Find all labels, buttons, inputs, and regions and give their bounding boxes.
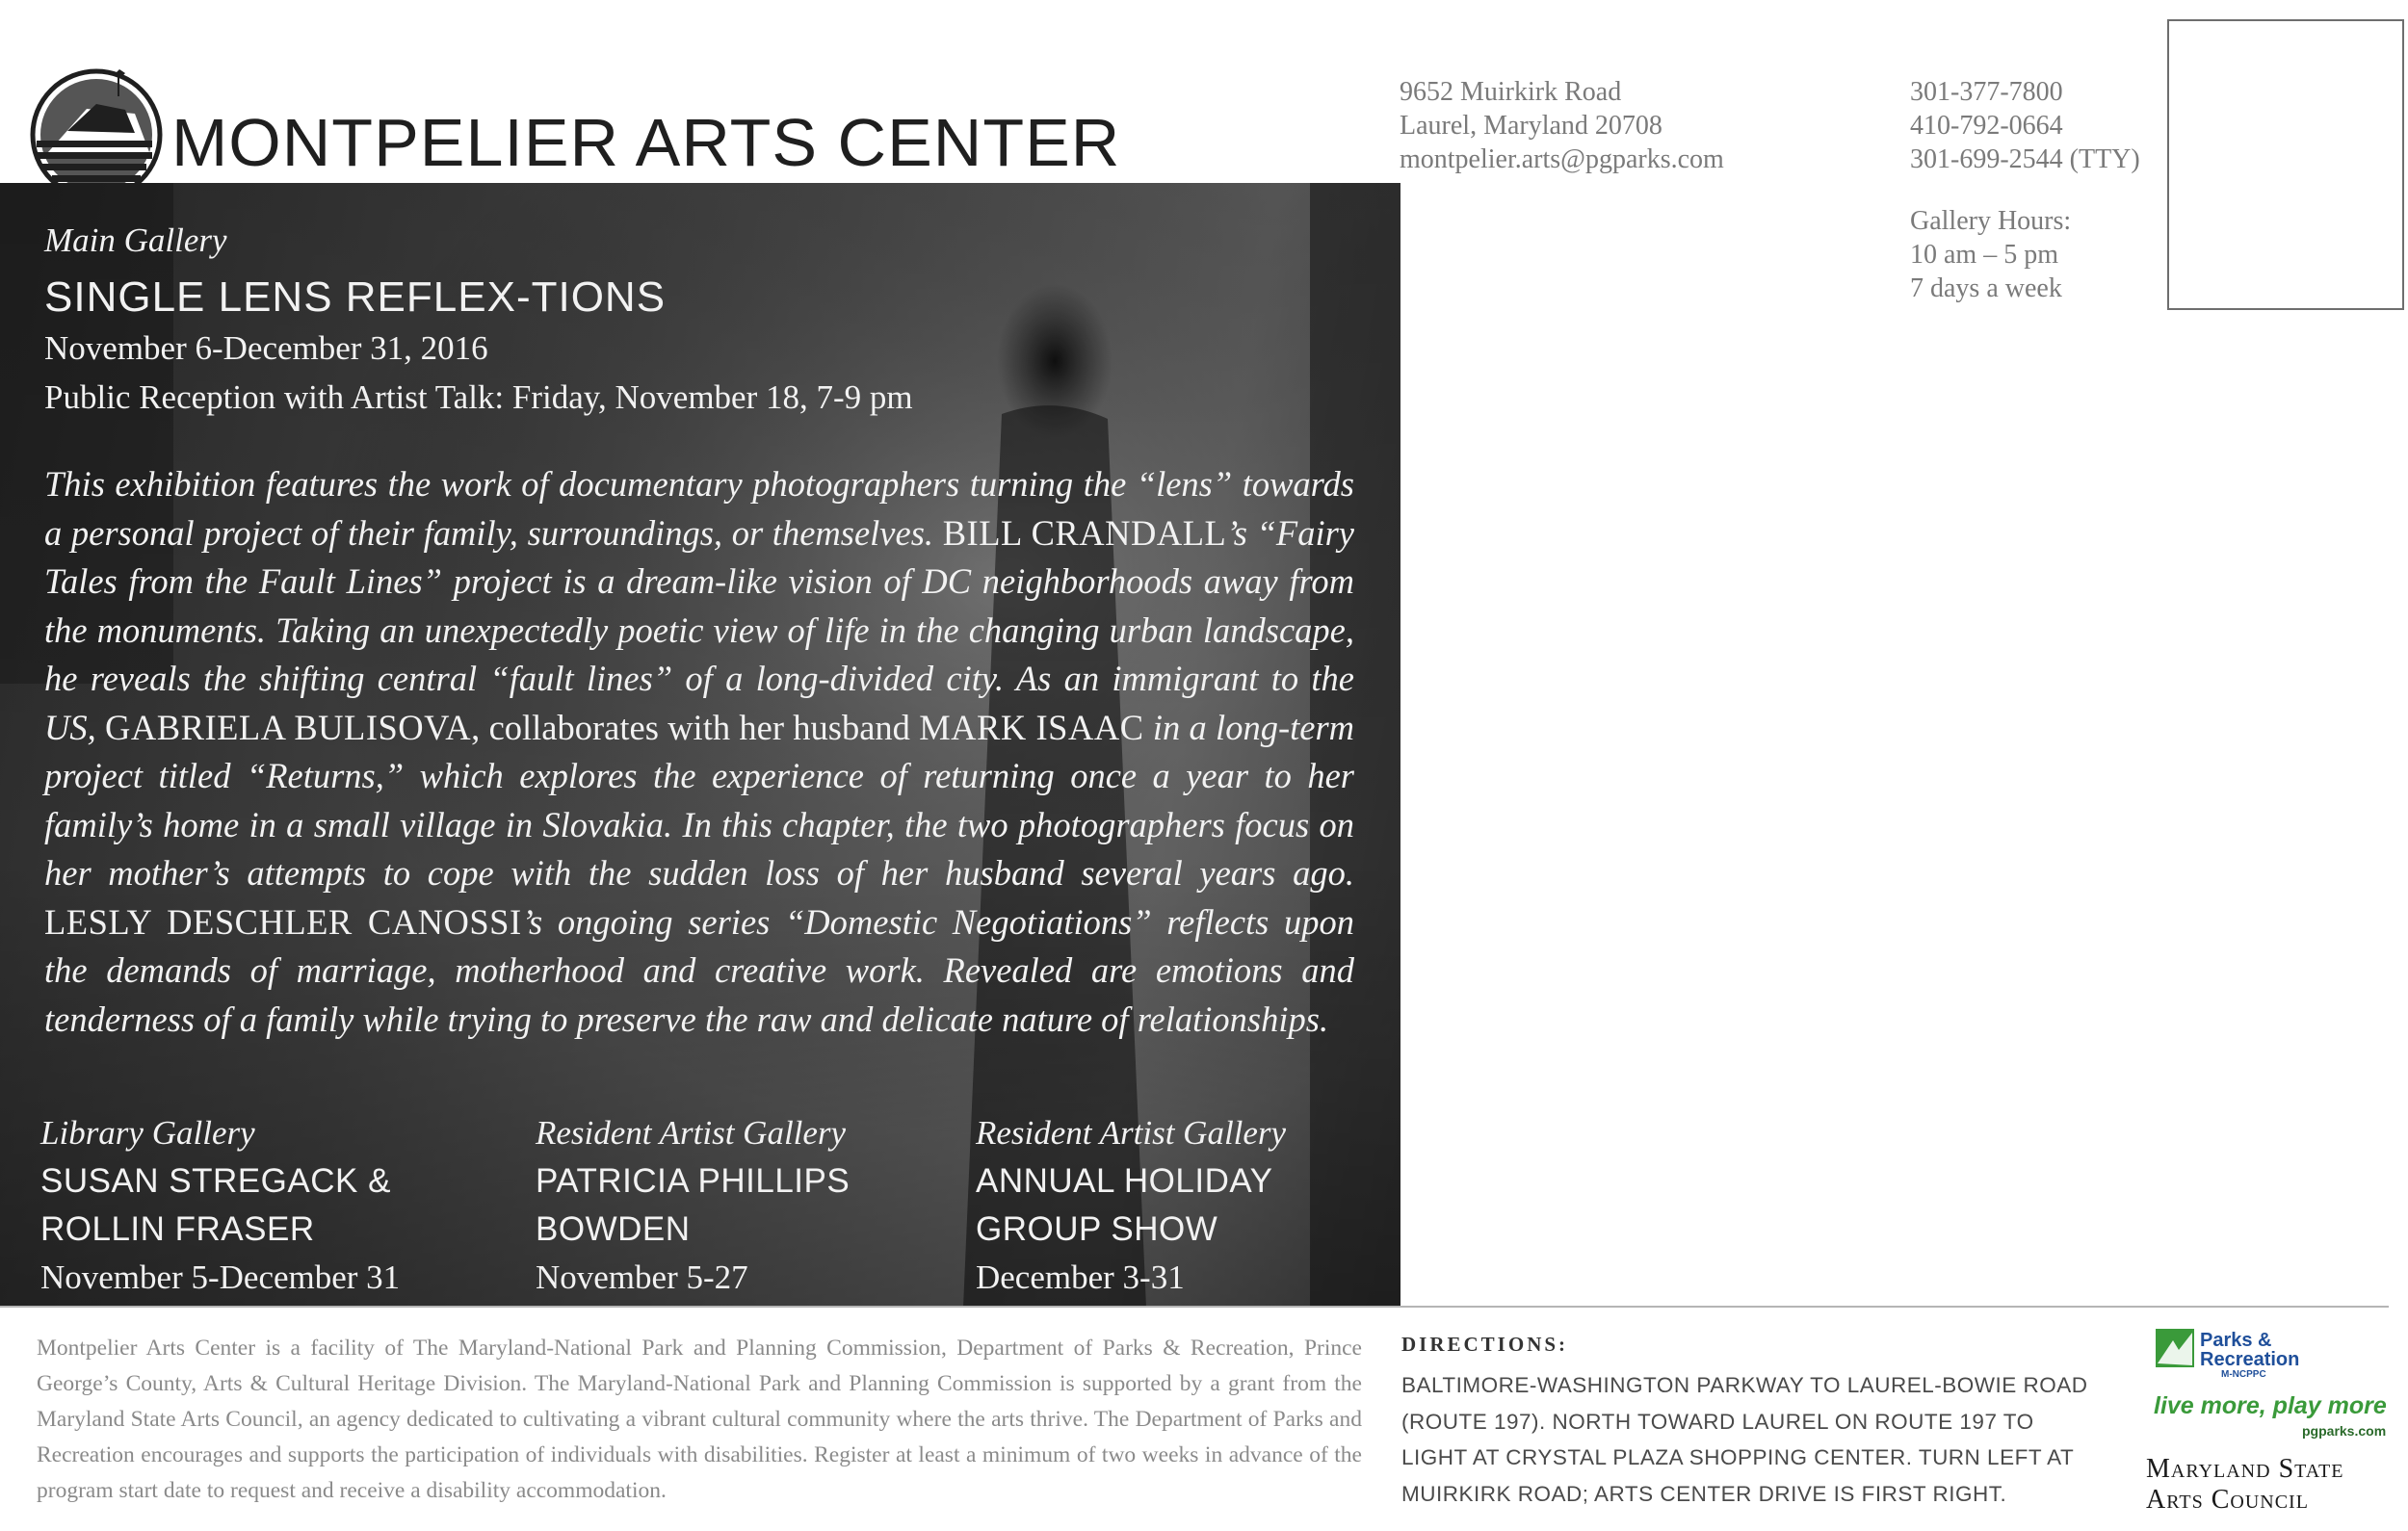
- description-text: , collaborates with her husband: [471, 707, 920, 747]
- library-gallery: [40, 1109, 400, 1302]
- exhibition-photo-panel: [0, 183, 1400, 1308]
- exhibition-dates: November 6-December 31, 2016: [44, 329, 488, 367]
- gallery-hours: [1910, 204, 2071, 305]
- description-text: This exhibition features the work of documentary photographers turning the “lens” towards a personal project of their family, surroundings, or themselves.: [44, 464, 1354, 553]
- description-text: ’s ongoing series “Domestic Negotiations” reflects upon the demands of marriage, motherhood and creative work. Revealed are emotions and tenderness of a family while trying to preserve the raw and delicate nature of relationships.: [44, 901, 1355, 1039]
- directions-text: BALTIMORE-WASHINGTON PARKWAY TO LAUREL-BOWIE ROAD (ROUTE 197). NORTH TOWARD LAUREL ON ROUTE 197 TO LIGHT AT CRYSTAL PLAZA SHOPPING CENTER. TURN LEFT AT MUIRKIRK ROAD; ARTS CENTER DRIVE IS FIRST RIGHT.: [1401, 1373, 2088, 1506]
- hours-label: Gallery Hours:: [1910, 206, 2072, 236]
- gallery-dates: December 3-31: [976, 1259, 1185, 1296]
- artist-name: GABRIELA BULISOVA: [105, 707, 472, 747]
- gallery-label: Resident Artist Gallery: [976, 1114, 1287, 1152]
- center-name: MONTPELIER ARTS CENTER: [171, 105, 1121, 180]
- phone-tty: 301-699-2544 (TTY): [1910, 144, 2140, 174]
- artist-name: BILL CRANDALL: [942, 512, 1227, 553]
- email-link[interactable]: montpelier.arts@pgparks.com: [1400, 144, 1724, 174]
- parks-logo-line: Parks &: [2200, 1330, 2272, 1351]
- resident-artist-gallery: [536, 1109, 850, 1302]
- parks-url[interactable]: pgparks.com: [2302, 1423, 2387, 1439]
- street-address: 9652 Muirkirk Road: [1400, 77, 1622, 107]
- parks-logo-line: Recreation: [2200, 1349, 2300, 1370]
- address-block: [1400, 75, 1724, 176]
- resident-artist-gallery-2: [976, 1109, 1286, 1302]
- parks-tagline: live more, play more: [2154, 1392, 2387, 1419]
- parks-recreation-logo: [2154, 1329, 2385, 1437]
- gallery-label: Library Gallery: [40, 1114, 255, 1152]
- hours-time: 10 am – 5 pm: [1910, 240, 2058, 270]
- phone-block: [1910, 75, 2140, 176]
- exhibition-title: SINGLE LENS REFLEX-TIONS: [44, 273, 667, 321]
- postage-stamp-box: [2167, 19, 2404, 310]
- gallery-dates: November 5-27: [536, 1259, 748, 1296]
- gallery-label: Resident Artist Gallery: [536, 1114, 847, 1152]
- gallery-title-line: PATRICIA PHILLIPS: [536, 1162, 851, 1200]
- main-gallery-label: Main Gallery: [44, 221, 227, 259]
- parks-logo-line: M-NCPPC: [2221, 1369, 2266, 1380]
- footer-divider: [0, 1306, 2389, 1308]
- reception-info: Public Reception with Artist Talk: Friday, November 18, 7-9 pm: [44, 378, 913, 416]
- description-text: in a long-term project titled “Returns,” which explores the experience of returning once a year to her family’s home in a small village in Slovakia. In this chapter, the two photographers focus on her mother’s attempts to cope with the sudden loss of her husband several years ago.: [44, 707, 1355, 893]
- gallery-title-line: SUSAN STREGACK &: [40, 1162, 391, 1200]
- msac-logo-line: Maryland State: [2146, 1454, 2344, 1484]
- msac-logo-line: Arts Council: [2146, 1485, 2309, 1515]
- description-text: ’s “Fairy Tales from the Fault Lines” project is a dream-like vision of DC neighborhoods away from the monuments. Taking an unexpectedly poetic view of life in the changing urban landscape, he reveals the shifting central “fault lines” of a long-divided city. As an immigrant to the US,: [44, 512, 1354, 747]
- gallery-title-line: ANNUAL HOLIDAY: [976, 1162, 1273, 1200]
- facility-statement: Montpelier Arts Center is a facility of The Maryland-National Park and Planning Commission, Department of Parks & Recreation, Prince George’s County, Arts & Cultural Heritage Division. The Maryland-National Park and Planning Commission is supported by a grant from the Maryland State Arts Council, an agency dedicated to cultivating a vibrant cultural community where the arts thrive. The Department of Parks and Recreation encourages and supports the participation of individuals with disabilities. Register at least a minimum of two weeks in advance of the program start date to request and receive a disability accommodation.: [37, 1336, 1362, 1503]
- gallery-title-line: ROLLIN FRASER: [40, 1210, 315, 1248]
- phone-alt: 410-792-0664: [1910, 111, 2063, 141]
- phone-main: 301-377-7800: [1910, 77, 2063, 107]
- directions-label: DIRECTIONS:: [1401, 1333, 1569, 1356]
- exhibition-description: [44, 460, 1354, 1044]
- artist-name: MARK ISAAC: [919, 707, 1144, 747]
- gallery-title-line: GROUP SHOW: [976, 1210, 1218, 1248]
- artist-name: LESLY DESCHLER CANOSSI: [44, 901, 522, 942]
- gallery-title-line: BOWDEN: [536, 1210, 691, 1248]
- city-state-zip: Laurel, Maryland 20708: [1400, 111, 1662, 141]
- hours-days: 7 days a week: [1910, 273, 2062, 303]
- gallery-dates: November 5-December 31: [40, 1259, 401, 1296]
